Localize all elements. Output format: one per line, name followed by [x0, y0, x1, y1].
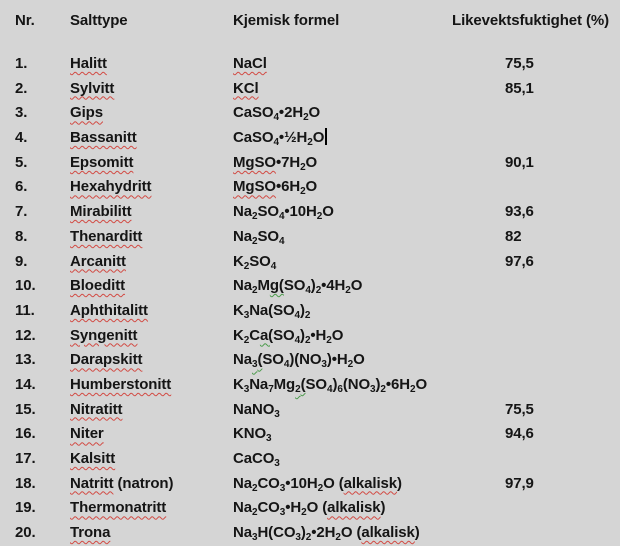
salt-name[interactable]: Gips — [70, 104, 103, 122]
chemical-formula[interactable]: $Na_2SO_4$ — [233, 227, 285, 247]
chemical-formula[interactable]: $Na_3H(CO_3)_2•2H_2O$ (alkalisk) — [233, 524, 420, 544]
table-row — [15, 175, 620, 200]
table-row — [15, 447, 620, 472]
salt-name[interactable]: Syngenitt — [70, 326, 138, 344]
table-row — [15, 398, 620, 423]
salt-name[interactable]: Sylvitt — [70, 79, 115, 97]
salt-name[interactable]: Hexahydritt — [70, 178, 152, 196]
salt-name[interactable]: Bloeditt — [70, 277, 126, 295]
humidity-value[interactable]: 85,1 — [505, 79, 534, 97]
row-number[interactable]: 1. — [15, 55, 28, 72]
row-number[interactable]: 17. — [15, 450, 36, 467]
table-row — [15, 200, 620, 225]
chemical-formula[interactable]: $Na_2SO_4•10H_2O$ — [233, 203, 334, 223]
row-number[interactable]: 18. — [15, 474, 36, 492]
table-row — [15, 324, 620, 349]
chemical-formula[interactable]: $KNO_3$ — [233, 425, 272, 445]
chemical-formula[interactable]: $Na_2CO_3•10H_2O$ (alkalisk) — [233, 474, 402, 494]
salt-name[interactable]: Epsomitt — [70, 153, 134, 171]
salt-name[interactable]: Aphthitalitt — [70, 301, 148, 319]
chemical-formula[interactable]: NaNO$_3$ — [233, 400, 280, 420]
table-row — [15, 77, 620, 102]
row-number[interactable]: 6. — [15, 178, 28, 196]
header-nr: Nr. — [15, 12, 35, 29]
humidity-value[interactable]: 97,9 — [505, 474, 534, 492]
chemical-formula[interactable]: CaCO$_3$ — [233, 450, 280, 469]
humidity-value[interactable]: 75,5 — [505, 55, 534, 72]
chemical-formula[interactable]: $MgSO•7H_2O$ — [233, 153, 318, 173]
chemical-formula[interactable]: $Na_2CO_3•H_2O$ (alkalisk) — [233, 499, 386, 519]
salt-name[interactable]: Humberstonitt — [70, 375, 172, 393]
table-row — [15, 151, 620, 176]
humidity-value[interactable]: 97,6 — [505, 252, 534, 270]
table-row — [15, 299, 620, 324]
salt-name[interactable]: Halitt — [70, 55, 107, 72]
table-row — [15, 521, 620, 546]
table-row — [15, 250, 620, 275]
chemical-formula[interactable]: $CaSO_4•\frac{1}{2}H_2O$ — [233, 126, 452, 151]
row-number[interactable]: 7. — [15, 203, 28, 221]
row-number[interactable]: 11. — [15, 301, 35, 319]
table-body — [15, 52, 620, 546]
row-number[interactable]: 16. — [15, 425, 36, 443]
salt-name[interactable]: Arcanitt — [70, 252, 126, 270]
salt-name[interactable]: Thenarditt — [70, 227, 143, 245]
text-cursor — [325, 128, 327, 145]
chemical-formula[interactable]: $K_2Ca(SO_4)_2•H_2O$ — [233, 326, 344, 346]
salt-name[interactable]: Natritt (natron) — [70, 474, 174, 492]
row-number[interactable]: 9. — [15, 252, 28, 270]
row-number[interactable]: 8. — [15, 227, 28, 245]
chemical-formula[interactable]: KCl — [233, 79, 259, 97]
table-row — [15, 496, 620, 521]
chemical-formula[interactable]: $CaSO_4•2H_2O$ — [233, 104, 321, 124]
table-row — [15, 52, 620, 77]
row-number[interactable]: 10. — [15, 277, 36, 295]
salt-name[interactable]: Trona — [70, 524, 111, 542]
chemical-formula[interactable]: $MgSO•6H_2O$ — [233, 178, 318, 198]
table-row — [15, 348, 620, 373]
chemical-formula[interactable]: $Na_2Mg(SO_4)_2•4H_2O$ — [233, 277, 363, 297]
table-row — [15, 126, 620, 151]
salt-name[interactable]: Darapskitt — [70, 351, 143, 369]
header-likevektsfuktighet: Likevektsfuktighet (%) — [452, 12, 609, 29]
humidity-value[interactable]: 90,1 — [505, 153, 534, 171]
salt-name[interactable]: Thermonatritt — [70, 499, 167, 517]
chemical-formula[interactable]: $K_3Na(SO_4)_2$ — [233, 301, 311, 321]
header-kjemisk-formel: Kjemisk formel — [233, 12, 340, 29]
row-number[interactable]: 2. — [15, 79, 28, 97]
table-row — [15, 472, 620, 497]
salt-name[interactable]: Bassanitt — [70, 129, 137, 147]
humidity-value[interactable]: 75,5 — [505, 400, 534, 418]
table-row — [15, 225, 620, 250]
table-row — [15, 101, 620, 126]
humidity-value[interactable]: 82 — [505, 227, 522, 245]
row-number[interactable]: 12. — [15, 326, 36, 344]
row-number[interactable]: 5. — [15, 153, 28, 171]
row-number[interactable]: 15. — [15, 400, 36, 418]
salt-name[interactable]: Niter — [70, 425, 104, 443]
salt-name[interactable]: Kalsitt — [70, 450, 116, 467]
humidity-value[interactable]: 94,6 — [505, 425, 534, 443]
humidity-value[interactable]: 93,6 — [505, 203, 534, 221]
row-number[interactable]: 13. — [15, 351, 36, 369]
chemical-formula[interactable]: $K_3Na_7Mg_2(SO_4)_6(NO_3)_2•6H_2O$ — [233, 375, 428, 395]
row-number[interactable]: 20. — [15, 524, 36, 542]
salt-name[interactable]: Nitratitt — [70, 400, 123, 418]
header-salttype: Salttype — [70, 12, 128, 29]
chemical-formula[interactable]: $Na_3(SO_4)(NO_3)•H_2O$ — [233, 351, 365, 371]
row-number[interactable]: 4. — [15, 129, 28, 147]
table-header-row — [15, 12, 620, 30]
chemical-formula[interactable]: NaCl — [233, 55, 267, 72]
table-row — [15, 274, 620, 299]
row-number[interactable]: 3. — [15, 104, 28, 122]
row-number[interactable]: 19. — [15, 499, 36, 517]
chemical-formula[interactable]: $K_2SO_4$ — [233, 252, 277, 272]
table-row — [15, 422, 620, 447]
salt-name[interactable]: Mirabilitt — [70, 203, 132, 221]
row-number[interactable]: 14. — [15, 375, 36, 393]
table-row — [15, 373, 620, 398]
